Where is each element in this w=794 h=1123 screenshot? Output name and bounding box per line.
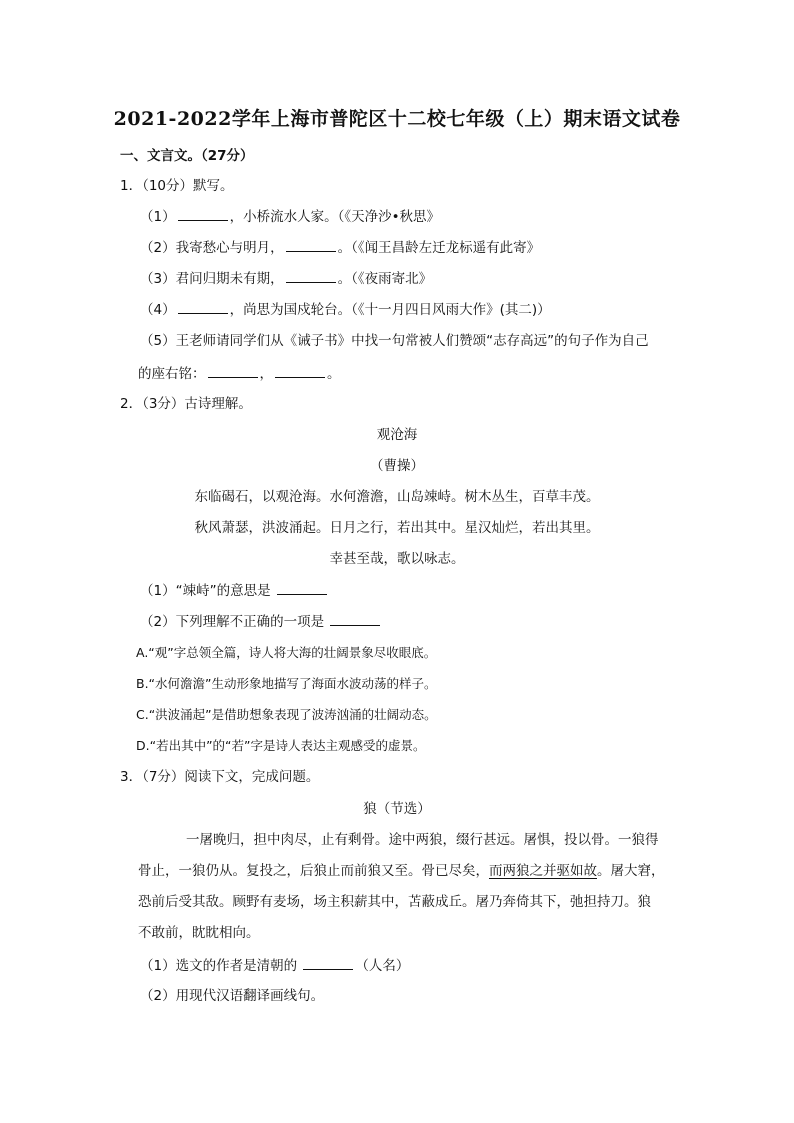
answer-blank[interactable] [178, 206, 228, 221]
poem-line-2: 秋风萧瑟，洪波涌起。日月之行，若出其中。星汉灿烂，若出其里。 [194, 520, 600, 536]
q2-sub-1-text: （1）“竦峙”的意思是 [140, 583, 271, 599]
answer-blank[interactable] [303, 955, 353, 970]
q1-item-5-line-2 [138, 363, 341, 384]
q1-item-1-suffix: ，小桥流水人家。（《天净沙•秋思》 [229, 209, 441, 225]
q3-sub-1 [140, 955, 409, 976]
q2-sub-1 [140, 580, 329, 601]
answer-blank[interactable] [286, 268, 336, 283]
answer-blank[interactable] [286, 237, 336, 252]
q3-sub-1-suffix: （人名） [355, 958, 410, 974]
answer-blank[interactable] [275, 363, 325, 378]
option-d[interactable]: D.“若出其中”的“若”字是诗人表达主观感受的虚景。 [136, 738, 426, 753]
q1-item-1 [140, 206, 440, 227]
answer-blank[interactable] [330, 611, 380, 626]
q1-item-4 [140, 299, 551, 320]
q1-item-4-prefix: （4） [140, 302, 176, 318]
q1-item-5-separator: ， [259, 366, 273, 382]
passage-line-4: 不敢前，眈眈相向。 [138, 925, 260, 941]
q1-item-2 [140, 237, 540, 258]
q1-item-5-suffix: 。 [327, 366, 341, 382]
q2-sub-2-text: （2）下列理解不正确的一项是 [140, 614, 325, 630]
passage-line-2 [138, 861, 665, 881]
passage-title: 狼（节选） [363, 801, 431, 817]
section-heading: 一、文言文。（27分） [120, 148, 254, 164]
q1-item-5-line-1: （5）王老师请同学们从《诫子书》中找一句常被人们赞颂“志存高远”的句子作为自己 [140, 333, 649, 349]
poem-line-1: 东临碣石，以观沧海。水何澹澹，山岛竦峙。树木丛生，百草丰茂。 [194, 489, 600, 505]
option-c[interactable]: C.“洪波涌起”是借助想象表现了波涛汹涌的壮阔动态。 [136, 707, 437, 722]
question-1-heading: 1．（10分）默写。 [120, 178, 234, 194]
answer-blank[interactable] [178, 299, 228, 314]
q1-item-3 [140, 268, 432, 289]
q1-item-2-prefix: （2）我寄愁心与明月， [140, 240, 284, 256]
option-b[interactable]: B.“水何澹澹”生动形象地描写了海面水波动荡的样子。 [136, 676, 437, 691]
q3-sub-2: （2）用现代汉语翻译画线句。 [140, 988, 325, 1004]
underlined-sentence: 而两狼之并驱如故 [489, 863, 597, 879]
passage-line-2-start: 骨止，一狼仍从。复投之，后狼止而前狼又至。骨已尽矣， [138, 863, 489, 879]
q3-sub-1-text: （1）选文的作者是清朝的 [140, 958, 298, 974]
q1-item-3-prefix: （3）君问归期未有期， [140, 271, 284, 287]
question-3-heading: 3．（7分）阅读下文，完成问题。 [120, 769, 320, 785]
answer-blank[interactable] [208, 363, 258, 378]
page-title: 2021-2022学年上海市普陀区十二校七年级（上）期末语文试卷 [113, 108, 681, 130]
q1-item-2-suffix: 。（《闻王昌龄左迁龙标遥有此寄》 [337, 240, 541, 256]
poem-line-3: 幸甚至哉，歌以咏志。 [329, 551, 465, 567]
passage-line-1: 一屠晚归，担中肉尽，止有剩骨。途中两狼，缀行甚远。屠惧，投以骨。一狼得 [186, 832, 659, 848]
passage-line-2-end: 。屠大窘， [597, 863, 665, 879]
question-2-heading: 2．（3分）古诗理解。 [120, 396, 252, 412]
passage-line-3: 恐前后受其敌。顾野有麦场，场主积薪其中，苫蔽成丘。屠乃奔倚其下，弛担持刀。狼 [138, 894, 651, 910]
option-a[interactable]: A.“观”字总领全篇，诗人将大海的壮阔景象尽收眼底。 [136, 645, 437, 660]
q1-item-4-suffix: ，尚思为国戍轮台。（《十一月四日风雨大作》(其二)） [229, 302, 551, 318]
q1-item-5-prefix: 的座右铭： [138, 366, 206, 382]
q1-item-3-suffix: 。（《夜雨寄北》 [337, 271, 433, 287]
poem-author: （曹操） [370, 458, 424, 474]
q1-item-1-prefix: （1） [140, 209, 176, 225]
q2-sub-2 [140, 611, 382, 632]
poem-title: 观沧海 [376, 427, 418, 443]
answer-blank[interactable] [277, 580, 327, 595]
